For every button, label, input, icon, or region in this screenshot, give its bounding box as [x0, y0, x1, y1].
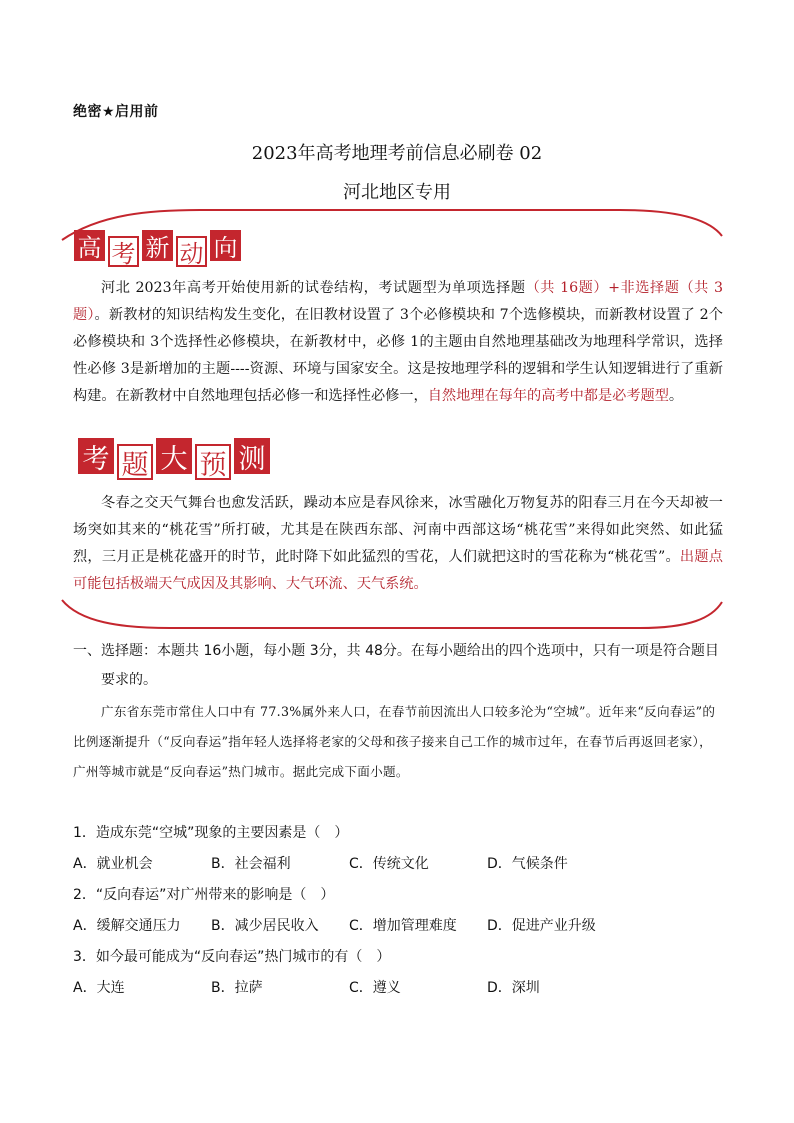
option-b[interactable]: B．社会福利 — [211, 856, 291, 872]
banner-predictions — [78, 438, 273, 481]
banner-char: 预 — [195, 444, 231, 480]
option-c[interactable]: C．增加管理难度 — [349, 918, 457, 934]
banner-char: 题 — [117, 444, 153, 480]
banner-char: 考 — [78, 438, 114, 474]
question-material — [73, 697, 723, 787]
option-a[interactable]: A．缓解交通压力 — [73, 918, 181, 934]
banner-char: 新 — [142, 230, 173, 261]
banner-char: 高 — [74, 230, 105, 261]
banner-char: 向 — [210, 230, 241, 261]
trend-highlight: （共 16题）+非选择题（共 3题） — [73, 280, 723, 323]
banner-char: 测 — [234, 438, 270, 474]
trend-text-end: 。 — [668, 388, 684, 404]
instruction-line-cont: 要求的。 — [101, 672, 157, 688]
option-d[interactable]: D．深圳 — [487, 980, 540, 996]
trend-text-cont: 。新教材的知识结构发生变化，在旧教材设置了 3个必修模块和 7个选修模块，而新教材设置了 2个必修模块和 3个选择性必修模块，在新教材中，必修 1的主题由自然地理基础改为地理科学常识，选择性必修 3是新增加的主题----资源、环境与国家安全。这是按地理学科的逻辑和学生认知逻辑进行了重新构建。在新教材中自然地理包括必修一和选择性必修一， — [73, 307, 723, 404]
section-instruction — [73, 637, 723, 695]
question-stem: 2．“反向春运”对广州带来的影响是（ ） — [73, 887, 335, 903]
bottom-divider-curve — [60, 596, 725, 632]
option-a[interactable]: A．大连 — [73, 980, 125, 996]
banner-char: 动 — [176, 236, 207, 267]
option-d[interactable]: D．气候条件 — [487, 856, 568, 872]
option-b[interactable]: B．减少居民收入 — [211, 918, 319, 934]
prediction-highlight: 出题点可能包括极端天气成因及其影响、大气环流、天气系统。 — [73, 549, 723, 592]
option-b[interactable]: B．拉萨 — [211, 980, 263, 996]
option-c[interactable]: C．遵义 — [349, 980, 401, 996]
page-title: 2023年高考地理考前信息必刷卷 02 — [251, 143, 543, 164]
trend-highlight-2: 自然地理在每年的高考中都是必考题型 — [427, 388, 669, 404]
banner-char: 考 — [108, 236, 139, 267]
prediction-text: 冬春之交天气舞台也愈发活跃，躁动本应是春风徐来，冰雪融化万物复苏的阳春三月在今天却被一场突如其来的“桃花雪”所打破，尤其是在陕西东部、河南中西部这场“桃花雪”来得如此突然、如此猛烈，三月正是桃花盛开的时节，此时降下如此猛烈的雪花，人们就把这时的雪花称为“桃花雪”。 — [73, 495, 723, 565]
instruction-line: 一、选择题：本题共 16小题，每小题 3分，共 48分。在每小题给出的四个选项中，只有一项是符合题目 — [73, 643, 719, 659]
option-d[interactable]: D．促进产业升级 — [487, 918, 596, 934]
prediction-paragraph — [73, 490, 723, 598]
trend-paragraph — [73, 275, 723, 410]
page-subtitle: 河北地区专用 — [343, 182, 451, 203]
option-a[interactable]: A．就业机会 — [73, 856, 153, 872]
option-c[interactable]: C．传统文化 — [349, 856, 429, 872]
trend-text: 河北 2023年高考开始使用新的试卷结构，考试题型为单项选择题 — [101, 280, 526, 296]
material-text: 广东省东莞市常住人口中有 77.3%属外来人口，在春节前因流出人口较多沦为“空城”。近年来“反向春运”的比例逐渐提升（“反向春运”指年轻人选择将老家的父母和孩子接来自己工作的城市过年，在春节后再返回老家），广州等城市就是“反向春运”热门城市。据此完成下面小题。 — [73, 704, 716, 779]
question-stem: 3．如今最可能成为“反向春运”热门城市的有（ ） — [73, 949, 391, 965]
banner-char: 大 — [156, 438, 192, 474]
confidential-mark: 绝密★启用前 — [73, 104, 159, 120]
question-stem: 1．造成东莞“空城”现象的主要因素是（ ） — [73, 825, 349, 841]
banner-new-trends — [74, 230, 244, 268]
